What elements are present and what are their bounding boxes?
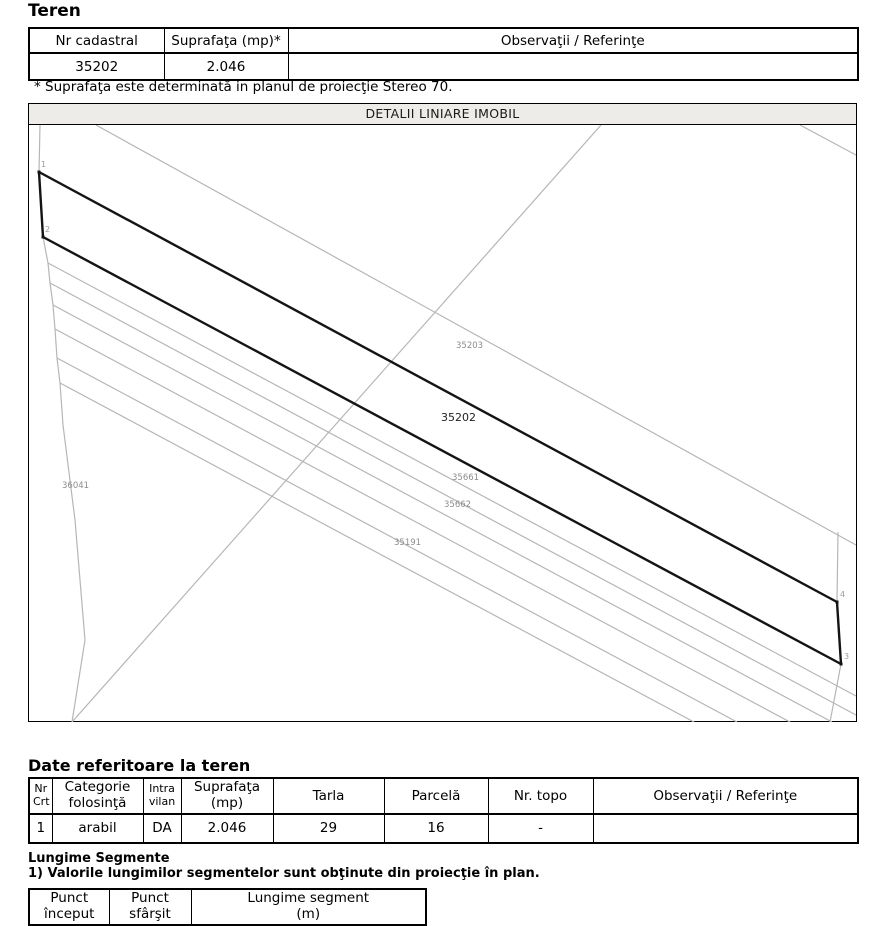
header-line: (mp)	[210, 794, 244, 811]
parcel-number-label: 35191	[394, 538, 422, 548]
vertex-number-label: 2	[45, 225, 51, 234]
header-line: Nr	[34, 781, 48, 795]
header-observatii-referinte: Observaţii / Referinţe	[593, 778, 858, 814]
header-tarla: Tarla	[273, 778, 384, 814]
boundary-line	[53, 305, 832, 722]
cell-intravilan: DA	[143, 814, 181, 843]
date-teren-data-row	[29, 814, 858, 843]
boundary-line	[55, 329, 790, 722]
page-title-teren: Teren	[28, 1, 81, 21]
header-line: Suprafaţa	[193, 779, 261, 795]
segments-note: 1) Valorile lungimilor segmentelor sunt obţinute din proiecţie în plan.	[28, 866, 540, 881]
vertex-marker	[840, 663, 843, 666]
page-title-date-teren: Date referitoare la teren	[28, 756, 251, 775]
header-intravilan	[143, 778, 181, 814]
parcel-number-label: 35202	[441, 411, 476, 424]
header-line: Punct	[131, 890, 169, 906]
header-line: folosinţă	[68, 794, 127, 811]
vertex-marker	[42, 236, 45, 239]
cell-nr-crt: 1	[29, 814, 52, 843]
header-line: Intra	[149, 781, 175, 795]
teren-table-header-row	[29, 28, 858, 53]
header-line: Punct	[50, 890, 89, 906]
cell-nr-topo: -	[488, 814, 593, 843]
header-nr-topo: Nr. topo	[488, 778, 593, 814]
header-parcela: Parcelă	[384, 778, 488, 814]
cell-parcela: 16	[384, 814, 488, 843]
parcel-number-label: 36041	[62, 481, 90, 491]
boundary-line	[50, 283, 856, 715]
header-line: sfârşit	[129, 905, 171, 922]
header-lungime-segment	[191, 889, 426, 925]
vertex-marker	[836, 601, 839, 604]
cell-suprafata-mp: 2.046	[181, 814, 273, 843]
header-punct-sfarsit	[109, 889, 191, 925]
header-nr-crt	[29, 778, 52, 814]
vertex-number-label: 1	[41, 160, 47, 169]
header-line: Lungime segment	[247, 890, 370, 906]
header-line: început	[44, 905, 95, 922]
cell-observatii2	[593, 814, 858, 843]
cell-categorie: arabil	[52, 814, 143, 843]
date-teren-table	[28, 777, 859, 844]
cell-observatii	[288, 53, 858, 80]
header-line: vilan	[148, 794, 176, 808]
vertex-number-label: 4	[840, 590, 846, 599]
map-title: DETALII LINIARE IMOBIL	[29, 104, 856, 125]
boundary-line	[800, 125, 856, 155]
parcel-35202-outline	[39, 172, 841, 664]
segments-title: Lungime Segmente	[28, 851, 170, 866]
parcel-number-label: 35203	[456, 341, 484, 351]
teren-table-data-row	[29, 53, 858, 80]
header-nr-cadastral: Nr cadastral	[29, 28, 164, 53]
header-suprafata: Suprafaţa (mp)*	[164, 28, 288, 53]
header-suprafata-mp	[181, 778, 273, 814]
header-line: (m)	[296, 905, 321, 922]
boundary-line	[60, 383, 694, 722]
date-teren-header-row	[29, 778, 858, 814]
vertex-marker	[38, 171, 41, 174]
cell-nr-cadastral: 35202	[29, 53, 164, 80]
cell-tarla: 29	[273, 814, 384, 843]
vertex-number-label: 3	[844, 652, 850, 661]
segments-table	[28, 888, 427, 926]
cell-suprafata: 2.046	[164, 53, 288, 80]
parcel-number-label: 35661	[452, 473, 480, 483]
teren-table	[28, 27, 859, 81]
boundary-line	[72, 125, 601, 722]
header-observatii: Observaţii / Referinţe	[288, 28, 858, 53]
segments-header-row	[29, 889, 426, 925]
cadastral-map-svg	[29, 125, 856, 722]
stereo70-footnote: * Suprafaţa este determinată in planul de proiecţie Stereo 70.	[34, 79, 453, 95]
header-line: Crt	[33, 794, 50, 808]
header-punct-inceput	[29, 889, 109, 925]
header-line: Categorie	[64, 779, 131, 795]
cadastral-map-panel	[28, 103, 857, 722]
header-categorie-folosinta	[52, 778, 143, 814]
parcel-number-label: 35662	[444, 500, 472, 510]
boundary-line	[39, 125, 85, 722]
